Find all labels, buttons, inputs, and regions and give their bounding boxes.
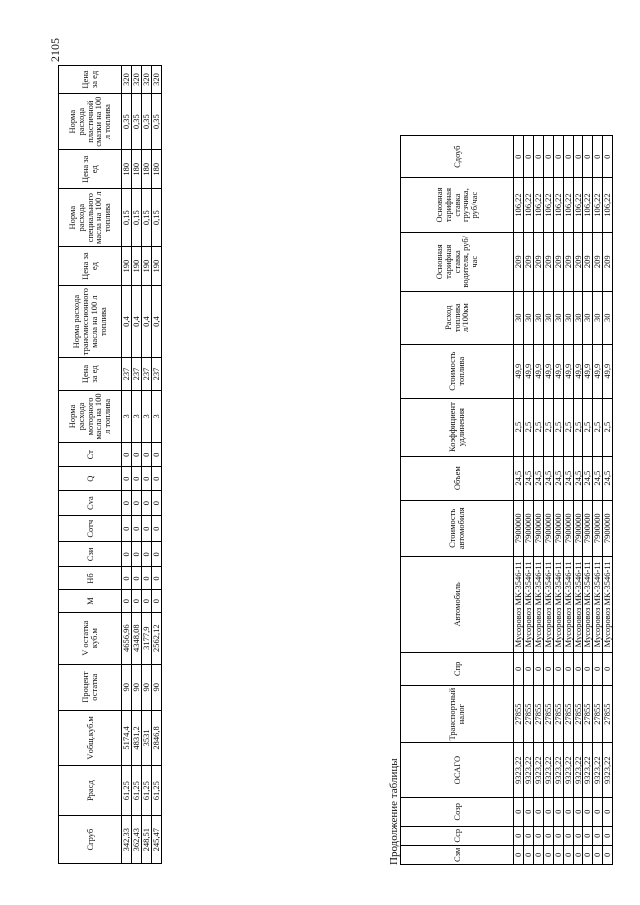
table-cell: 27855 bbox=[593, 685, 603, 743]
column-header: Ррасд bbox=[59, 765, 122, 815]
table-cell: 0 bbox=[151, 467, 161, 491]
table-cell: Мусоровоз МК-3546-11 bbox=[553, 556, 563, 652]
table-caption: Продолжение таблицы bbox=[388, 758, 400, 865]
table-cell: 0 bbox=[593, 797, 603, 826]
table-cell: 106,22 bbox=[523, 178, 533, 232]
table-cell: 7900000 bbox=[573, 500, 583, 556]
column-header: Ст bbox=[59, 443, 122, 467]
table-cell: 209 bbox=[563, 232, 573, 291]
table-cell: Мусоровоз МК-3546-11 bbox=[583, 556, 593, 652]
table-cell: 248,51 bbox=[141, 816, 151, 864]
table-cell: 90 bbox=[151, 664, 161, 710]
table-cell: 30 bbox=[523, 291, 533, 344]
table-cell: 0 bbox=[151, 542, 161, 567]
table-cell: 27855 bbox=[514, 685, 524, 743]
table-cell: 209 bbox=[523, 232, 533, 291]
table-cell: Мусоровоз МК-3546-11 bbox=[543, 556, 553, 652]
table-cell: 2,5 bbox=[573, 398, 583, 456]
table-cell: 190 bbox=[122, 247, 132, 286]
table-cell: 0 bbox=[553, 826, 563, 845]
table-cell: 0 bbox=[523, 136, 533, 178]
table-cell: 0 bbox=[533, 136, 543, 178]
table-cell: 0,35 bbox=[122, 93, 132, 149]
table-cell: 61,25 bbox=[131, 765, 141, 815]
column-header: Процент остатка bbox=[59, 664, 122, 710]
table-cell: 0 bbox=[122, 490, 132, 515]
table-cell: 0 bbox=[122, 567, 132, 590]
table-cell: 106,22 bbox=[593, 178, 603, 232]
table-cell: 0 bbox=[543, 845, 553, 864]
table-cell: 0 bbox=[543, 652, 553, 685]
column-header: Сгруб bbox=[59, 816, 122, 864]
column-header: Цена за ед bbox=[59, 66, 122, 94]
table-cell: 30 bbox=[563, 291, 573, 344]
table-cell: 4656,96 bbox=[122, 612, 132, 664]
table-cell: 24,5 bbox=[603, 456, 613, 500]
table-cell: 3 bbox=[131, 390, 141, 442]
table-cell: 0 bbox=[583, 826, 593, 845]
table-cell: 24,5 bbox=[533, 456, 543, 500]
table-cell: 4348,08 bbox=[131, 612, 141, 664]
table-cell: 90 bbox=[141, 664, 151, 710]
table-cell: 0 bbox=[543, 797, 553, 826]
column-header: Основная тарифная ставка водителя, руб/час bbox=[401, 232, 514, 291]
table-cell: 0 bbox=[122, 516, 132, 542]
table-cell: 320 bbox=[122, 66, 132, 94]
table-cell: 0,15 bbox=[122, 189, 132, 247]
table-cell: 27855 bbox=[523, 685, 533, 743]
table-cell: 9323,22 bbox=[573, 743, 583, 797]
table-cell: 7900000 bbox=[543, 500, 553, 556]
table-cell: 0 bbox=[141, 490, 151, 515]
table-cell: 190 bbox=[131, 247, 141, 286]
table-cell: 342,33 bbox=[122, 816, 132, 864]
table-cell: 0 bbox=[583, 845, 593, 864]
table-cell: 0 bbox=[514, 826, 524, 845]
table-cell: 0 bbox=[563, 136, 573, 178]
column-header: Созр bbox=[401, 797, 514, 826]
table-cell: 0 bbox=[131, 467, 141, 491]
table-row bbox=[533, 136, 543, 865]
table-cell: 0 bbox=[141, 443, 151, 467]
table-cell: Мусоровоз МК-3546-11 bbox=[523, 556, 533, 652]
column-header: Норма расхода специального масла на 100 л топлива bbox=[59, 189, 122, 247]
table-cell: 0 bbox=[533, 826, 543, 845]
table-cell: 0 bbox=[583, 136, 593, 178]
table-cell: 0 bbox=[131, 490, 141, 515]
table-cell: 0 bbox=[603, 797, 613, 826]
table-cell: 237 bbox=[122, 358, 132, 390]
table-cell: 0 bbox=[131, 542, 141, 567]
table-cell: 209 bbox=[543, 232, 553, 291]
column-header: Норма расхода пластичной смазки на 100 л топлива bbox=[59, 93, 122, 149]
table-cell: 0 bbox=[553, 797, 563, 826]
table-cell: 0 bbox=[523, 797, 533, 826]
table-cell: 24,5 bbox=[583, 456, 593, 500]
table-cell: 9323,22 bbox=[514, 743, 524, 797]
table-cell: 0,4 bbox=[151, 285, 161, 357]
column-header: Основная тарифная ставка грузчика, руб/час bbox=[401, 178, 514, 232]
table-cell: 0 bbox=[583, 797, 593, 826]
table-cell: 0 bbox=[603, 652, 613, 685]
table-cell: 106,22 bbox=[563, 178, 573, 232]
table-cell: 3 bbox=[122, 390, 132, 442]
table-cell: 24,5 bbox=[593, 456, 603, 500]
table-cell: Мусоровоз МК-3546-11 bbox=[573, 556, 583, 652]
table-cell: 3 bbox=[151, 390, 161, 442]
table-row bbox=[151, 66, 161, 864]
table-cell: 0 bbox=[514, 797, 524, 826]
table-row bbox=[583, 136, 593, 865]
table-row bbox=[553, 136, 563, 865]
table-cell: 0 bbox=[533, 652, 543, 685]
table-cell: 0,15 bbox=[141, 189, 151, 247]
table-cell: 0 bbox=[573, 797, 583, 826]
table-cell: 209 bbox=[593, 232, 603, 291]
table-cell: 0 bbox=[514, 136, 524, 178]
table-cell: 0 bbox=[563, 652, 573, 685]
table-cell: 24,5 bbox=[543, 456, 553, 500]
table-cell: 0 bbox=[593, 136, 603, 178]
table-cell: 0,4 bbox=[122, 285, 132, 357]
table-row bbox=[141, 66, 151, 864]
table-cell: 7900000 bbox=[583, 500, 593, 556]
table-cell: Мусоровоз МК-3546-11 bbox=[533, 556, 543, 652]
table-cell: 0 bbox=[514, 845, 524, 864]
table-cell: 0 bbox=[122, 467, 132, 491]
column-header: Норма расхода трансмиссионного масла на 100 л топлива bbox=[59, 285, 122, 357]
column-header: Спр bbox=[401, 652, 514, 685]
table-cell: 0 bbox=[573, 652, 583, 685]
table-cell: 27855 bbox=[563, 685, 573, 743]
column-header: Цена за ед bbox=[59, 358, 122, 390]
table-cell: 9323,22 bbox=[553, 743, 563, 797]
column-header: Транспортный налог bbox=[401, 685, 514, 743]
table-cell: 49,9 bbox=[573, 344, 583, 398]
table-cell: 90 bbox=[122, 664, 132, 710]
table-cell: 9323,22 bbox=[523, 743, 533, 797]
column-header: М bbox=[59, 590, 122, 612]
table-cell: 0 bbox=[151, 443, 161, 467]
table-cell: 27855 bbox=[603, 685, 613, 743]
table-cell: 209 bbox=[553, 232, 563, 291]
table-cell: 362,43 bbox=[131, 816, 141, 864]
table-cell: 49,9 bbox=[543, 344, 553, 398]
table-cell: 90 bbox=[131, 664, 141, 710]
table-cell: 0 bbox=[151, 567, 161, 590]
table-row bbox=[543, 136, 553, 865]
table-cell: 0 bbox=[563, 826, 573, 845]
vehicle-table-bottom bbox=[400, 135, 613, 865]
table-cell: 7900000 bbox=[603, 500, 613, 556]
table-cell: 0 bbox=[141, 542, 151, 567]
table-cell: 0 bbox=[593, 652, 603, 685]
cost-table-top bbox=[58, 65, 162, 864]
table-cell: 237 bbox=[131, 358, 141, 390]
table-cell: 0,35 bbox=[151, 93, 161, 149]
table-cell: 190 bbox=[141, 247, 151, 286]
table-cell: 0,35 bbox=[141, 93, 151, 149]
table-cell: 0 bbox=[131, 567, 141, 590]
table-cell: 49,9 bbox=[553, 344, 563, 398]
table-cell: 5174,4 bbox=[122, 710, 132, 765]
table-cell: 3177,9 bbox=[141, 612, 151, 664]
table-cell: 2,5 bbox=[553, 398, 563, 456]
table-cell: 2,5 bbox=[543, 398, 553, 456]
table-cell: 0,35 bbox=[131, 93, 141, 149]
table-cell: 0 bbox=[523, 826, 533, 845]
table-cell: 2,5 bbox=[593, 398, 603, 456]
table-cell: 2,5 bbox=[603, 398, 613, 456]
table-cell: 2,5 bbox=[523, 398, 533, 456]
column-header: Нб bbox=[59, 567, 122, 590]
column-header: Сср bbox=[401, 826, 514, 845]
table-row bbox=[603, 136, 613, 865]
column-header: Сотч bbox=[59, 516, 122, 542]
table-cell: 0 bbox=[151, 590, 161, 612]
table-cell: 2846,8 bbox=[151, 710, 161, 765]
table-cell: 0 bbox=[514, 652, 524, 685]
table-cell: 106,22 bbox=[514, 178, 524, 232]
table-cell: 0 bbox=[603, 826, 613, 845]
table-cell: 30 bbox=[514, 291, 524, 344]
table-row bbox=[563, 136, 573, 865]
table-cell: 24,5 bbox=[514, 456, 524, 500]
table-cell: 0 bbox=[533, 845, 543, 864]
table-row bbox=[573, 136, 583, 865]
table-cell: 9323,22 bbox=[543, 743, 553, 797]
table-header-row bbox=[59, 66, 122, 864]
table-cell: 24,5 bbox=[553, 456, 563, 500]
column-header: Норма расхода моторного масла на 100 л топлива bbox=[59, 390, 122, 442]
table-cell: 30 bbox=[603, 291, 613, 344]
table-cell: 0 bbox=[573, 136, 583, 178]
column-header: Стоимость топлива bbox=[401, 344, 514, 398]
table-cell: 7900000 bbox=[523, 500, 533, 556]
table-cell: 209 bbox=[583, 232, 593, 291]
table-cell: 0 bbox=[603, 845, 613, 864]
table-cell: 0,4 bbox=[141, 285, 151, 357]
table-cell: 30 bbox=[533, 291, 543, 344]
table-cell: 0 bbox=[563, 797, 573, 826]
table-cell: Мусоровоз МК-3546-11 bbox=[514, 556, 524, 652]
table-cell: 61,25 bbox=[122, 765, 132, 815]
table-cell: 2562,12 bbox=[151, 612, 161, 664]
table-cell: 0 bbox=[131, 443, 141, 467]
column-header: Сдоуб bbox=[401, 136, 514, 178]
table-cell: 2,5 bbox=[533, 398, 543, 456]
table-cell: 0 bbox=[533, 797, 543, 826]
table-cell: 7900000 bbox=[563, 500, 573, 556]
table-cell: 2,5 bbox=[514, 398, 524, 456]
column-header: Расход топлива л/100км bbox=[401, 291, 514, 344]
table-cell: 3531 bbox=[141, 710, 151, 765]
table-cell: 0 bbox=[122, 443, 132, 467]
column-header: Q bbox=[59, 467, 122, 491]
table-cell: 209 bbox=[514, 232, 524, 291]
column-header: Коэффициент удлинения bbox=[401, 398, 514, 456]
table-cell: 9323,22 bbox=[583, 743, 593, 797]
table-cell: 27855 bbox=[573, 685, 583, 743]
table-cell: 0 bbox=[151, 516, 161, 542]
table-cell: 2,5 bbox=[563, 398, 573, 456]
table-body bbox=[514, 136, 613, 865]
table-cell: 49,9 bbox=[583, 344, 593, 398]
table-header-row bbox=[401, 136, 514, 865]
table-cell: 7900000 bbox=[553, 500, 563, 556]
table-row bbox=[122, 66, 132, 864]
column-header: Стоимость автомобиля bbox=[401, 500, 514, 556]
table-cell: 106,22 bbox=[533, 178, 543, 232]
column-header: ОСАГО bbox=[401, 743, 514, 797]
table-cell: 180 bbox=[122, 150, 132, 189]
column-header: Автомобиль bbox=[401, 556, 514, 652]
table-cell: 0 bbox=[583, 652, 593, 685]
table-cell: 0 bbox=[573, 826, 583, 845]
table-cell: 27855 bbox=[553, 685, 563, 743]
column-header: Цена за ед bbox=[59, 247, 122, 286]
table-cell: 0 bbox=[573, 845, 583, 864]
table-cell: 320 bbox=[151, 66, 161, 94]
column-header: Объем bbox=[401, 456, 514, 500]
column-header: Сзи bbox=[59, 542, 122, 567]
table-cell: 0,4 bbox=[131, 285, 141, 357]
table-cell: 106,22 bbox=[603, 178, 613, 232]
table-cell: 49,9 bbox=[523, 344, 533, 398]
table-cell: 0 bbox=[141, 467, 151, 491]
column-header: V остатка куб.м bbox=[59, 612, 122, 664]
table-cell: 237 bbox=[141, 358, 151, 390]
table-cell: 0 bbox=[593, 845, 603, 864]
table-row bbox=[593, 136, 603, 865]
table-cell: 30 bbox=[573, 291, 583, 344]
table-row bbox=[514, 136, 524, 865]
table-cell: 0 bbox=[523, 652, 533, 685]
table-cell: 0 bbox=[553, 845, 563, 864]
table-cell: 0 bbox=[122, 590, 132, 612]
table-cell: 9323,22 bbox=[563, 743, 573, 797]
table-cell: 245,47 bbox=[151, 816, 161, 864]
table-cell: 0 bbox=[141, 590, 151, 612]
column-header: Цена за ед bbox=[59, 150, 122, 189]
table-cell: 0 bbox=[131, 590, 141, 612]
table-cell: 49,9 bbox=[563, 344, 573, 398]
table-cell: 4831,2 bbox=[131, 710, 141, 765]
table-cell: 0 bbox=[563, 845, 573, 864]
table-cell: 7900000 bbox=[593, 500, 603, 556]
table-cell: 237 bbox=[151, 358, 161, 390]
table-cell: 24,5 bbox=[573, 456, 583, 500]
table-cell: 27855 bbox=[533, 685, 543, 743]
table-cell: 190 bbox=[151, 247, 161, 286]
table-cell: 49,9 bbox=[593, 344, 603, 398]
table-cell: 0 bbox=[603, 136, 613, 178]
table-cell: 7900000 bbox=[514, 500, 524, 556]
table-row bbox=[131, 66, 141, 864]
table-cell: 9323,22 bbox=[603, 743, 613, 797]
table-row bbox=[523, 136, 533, 865]
table-cell: 0 bbox=[151, 490, 161, 515]
table-cell: 106,22 bbox=[553, 178, 563, 232]
table-cell: 30 bbox=[553, 291, 563, 344]
table-cell: 0 bbox=[523, 845, 533, 864]
table-cell: 49,9 bbox=[603, 344, 613, 398]
table-cell: 180 bbox=[131, 150, 141, 189]
table-cell: 0 bbox=[593, 826, 603, 845]
table-cell: 30 bbox=[543, 291, 553, 344]
table-cell: 0 bbox=[553, 652, 563, 685]
table-cell: 24,5 bbox=[523, 456, 533, 500]
table-cell: 106,22 bbox=[583, 178, 593, 232]
table-cell: 106,22 bbox=[573, 178, 583, 232]
table-cell: 106,22 bbox=[543, 178, 553, 232]
table-cell: 0 bbox=[141, 516, 151, 542]
table-cell: 320 bbox=[141, 66, 151, 94]
column-header: Сзм bbox=[401, 845, 514, 864]
table-cell: 61,25 bbox=[141, 765, 151, 815]
table-cell: 209 bbox=[533, 232, 543, 291]
table-cell: 180 bbox=[141, 150, 151, 189]
page-number: 2105 bbox=[48, 38, 62, 62]
table-cell: 9323,22 bbox=[533, 743, 543, 797]
table-cell: 0 bbox=[141, 567, 151, 590]
table-cell: 209 bbox=[573, 232, 583, 291]
table-cell: 0,15 bbox=[131, 189, 141, 247]
table-cell: 320 bbox=[131, 66, 141, 94]
table-cell: 27855 bbox=[543, 685, 553, 743]
table-cell: 180 bbox=[151, 150, 161, 189]
table-cell: 0 bbox=[122, 542, 132, 567]
table-cell: 209 bbox=[603, 232, 613, 291]
column-header: Vобщ.куб.м bbox=[59, 710, 122, 765]
table-cell: 7900000 bbox=[533, 500, 543, 556]
table-cell: Мусоровоз МК-3546-11 bbox=[593, 556, 603, 652]
table-cell: 49,9 bbox=[514, 344, 524, 398]
table-cell: 30 bbox=[583, 291, 593, 344]
table-cell: 49,9 bbox=[533, 344, 543, 398]
table-cell: 2,5 bbox=[583, 398, 593, 456]
table-cell: 30 bbox=[593, 291, 603, 344]
table-cell: 27855 bbox=[583, 685, 593, 743]
table-cell: 0 bbox=[553, 136, 563, 178]
table-cell: Мусоровоз МК-3546-11 bbox=[603, 556, 613, 652]
table-cell: 0 bbox=[131, 516, 141, 542]
table-cell: 0,15 bbox=[151, 189, 161, 247]
table-cell: 3 bbox=[141, 390, 151, 442]
table-cell: Мусоровоз МК-3546-11 bbox=[563, 556, 573, 652]
table-cell: 0 bbox=[543, 826, 553, 845]
table-cell: 0 bbox=[543, 136, 553, 178]
table-cell: 61,25 bbox=[151, 765, 161, 815]
column-header: Сvа bbox=[59, 490, 122, 515]
table-cell: 9323,22 bbox=[593, 743, 603, 797]
table-body bbox=[122, 66, 162, 864]
table-cell: 24,5 bbox=[563, 456, 573, 500]
